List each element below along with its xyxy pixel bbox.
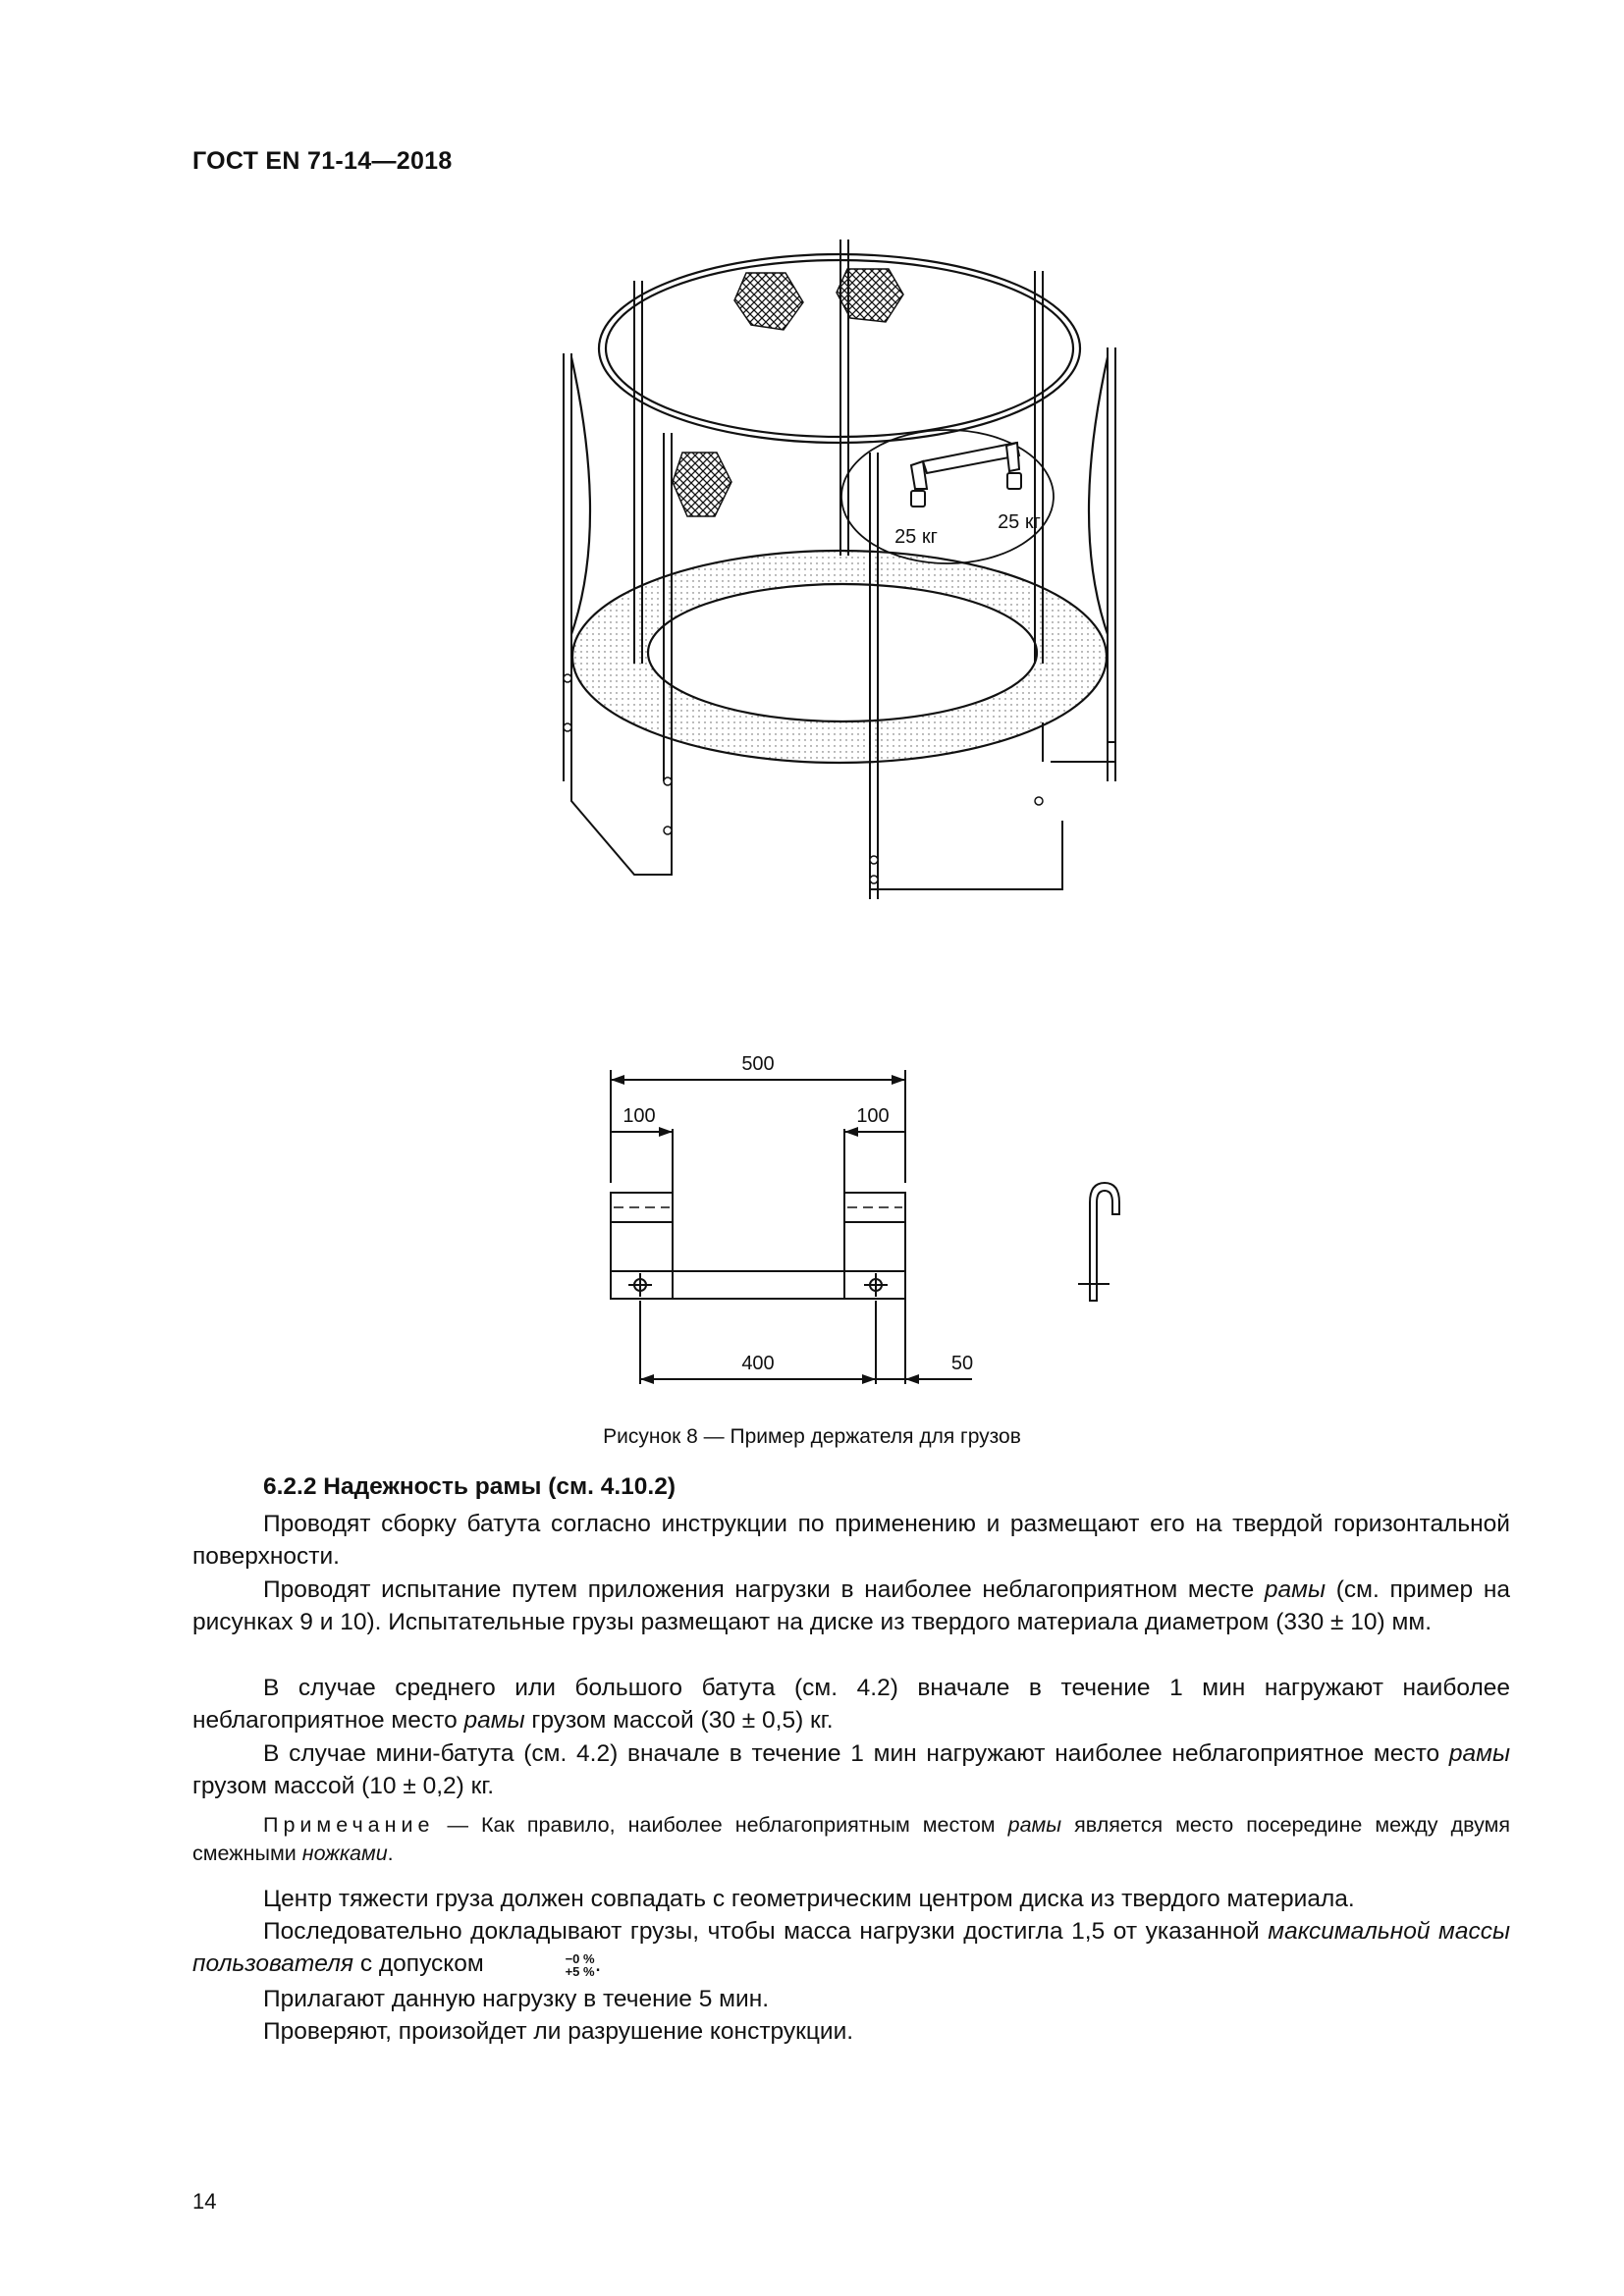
paragraph-center-of-gravity: Центр тяжести груза должен совпадать с геометрическим центром диска из твердого материала. [263, 1886, 1355, 1912]
paragraph-mini-trampoline: В случае мини-батута (см. 4.2) вначале в течение 1 мин нагружают наиболее неблагоприятное место рамы грузом массой (10 ± 0,2) кг. [192, 1740, 1510, 1799]
paragraph-assembly: Проводят сборку батута согласно инструкции по применению и размещают его на твердой горизонтальной поверхности. [192, 1511, 1510, 1570]
paragraph-load-duration: Прилагают данную нагрузку в течение 5 мин. [263, 1986, 770, 2012]
paragraph-test-method: Проводят испытание путем приложения нагрузки в наиболее неблагоприятном месте рамы (см. пример на рисунках 9 и 10). Испытательные грузы размещают на диске из твердого материала диаметром (330 ± 10) мм. [192, 1576, 1510, 1635]
net-patch [837, 269, 903, 322]
tolerance-stack: −0 % +5 % [565, 1950, 595, 1979]
section-title: 6.2.2 Надежность рамы (см. 4.10.2) [263, 1473, 677, 1500]
trampoline-illustration [550, 232, 1139, 899]
weight-label-left: 25 кг [894, 526, 938, 548]
dimension-400: 400 [741, 1353, 775, 1374]
weight-holder-drawing [584, 1036, 1134, 1389]
note-paragraph: Примечание — Как правило, наиболее неблагоприятным местом рамы является место посередине между двумя смежными ножками. [192, 1813, 1511, 1865]
paragraph-load-tolerance: Последовательно докладывают грузы, чтобы масса нагрузки достигла 1,5 от указанной максимальной массы пользователя с допуском −0 % +5 % . [192, 1918, 1510, 1979]
page-number: 14 [192, 2189, 217, 2214]
paragraph-check-failure: Проверяют, произойдет ли разрушение конструкции. [263, 2018, 854, 2045]
dimension-500: 500 [741, 1053, 775, 1075]
document-header: ГОСТ EN 71-14—2018 [192, 147, 453, 175]
figure-caption: Рисунок 8 — Пример держателя для грузов [603, 1425, 1021, 1448]
weight-label-right: 25 кг [998, 511, 1041, 533]
dimension-100-right: 100 [856, 1105, 890, 1127]
paragraph-large-trampoline: В случае среднего или большого батута (см. 4.2) вначале в течение 1 мин нагружают наиболее неблагоприятное место рамы грузом массой (30 ± 0,5) кг. [192, 1675, 1510, 1734]
dimension-50: 50 [950, 1353, 974, 1374]
net-patch [673, 453, 731, 516]
dimension-100-left: 100 [623, 1105, 656, 1127]
note-label: Примечание [263, 1813, 435, 1837]
net-patch [734, 273, 803, 330]
